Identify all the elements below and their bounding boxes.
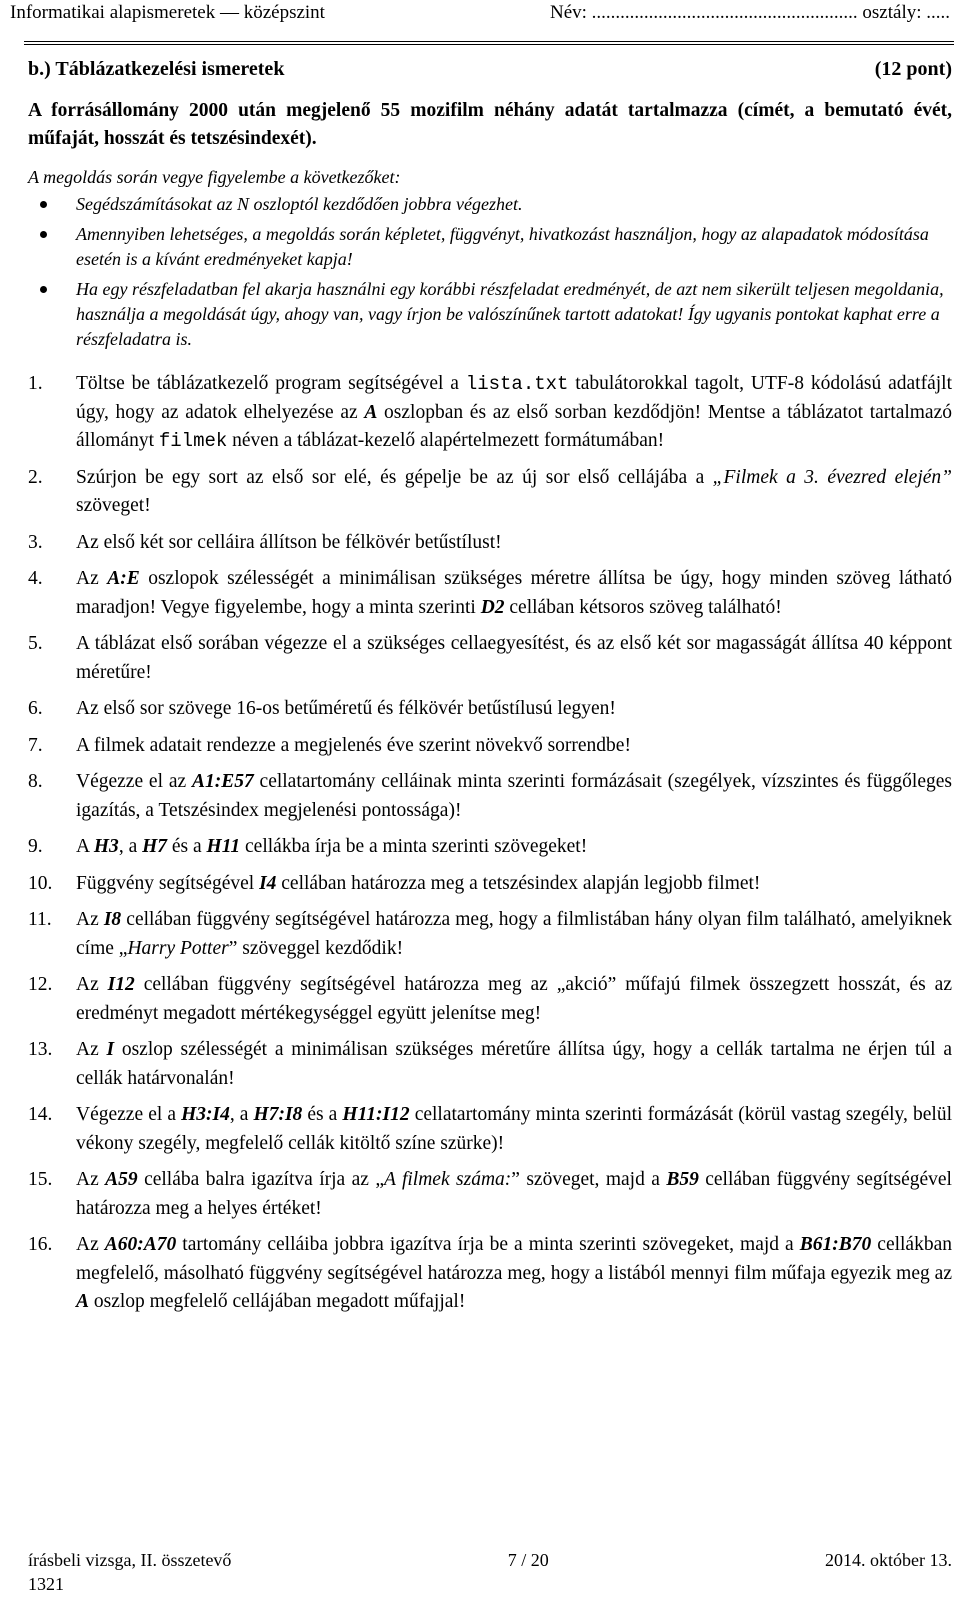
task-text: A táblázat első sorában végezze el a szükséges cellaegyesítést, és az első két sor magasságát állítsa 40 képpont méretűre! xyxy=(76,633,952,683)
task-text: oszlop megfelelő cellájában megadott műfajjal! xyxy=(89,1291,466,1312)
task-text: oszlopok szélességét a minimálisan szükséges méretre állítsa be úgy, hogy minden szöveg látható maradjon! Vegye figyelembe, hogy a minta szerinti xyxy=(76,568,952,618)
task-text: cellatartomány celláinak minta szerinti formázásait (szegélyek, vízszintes és függőleges igazítás, a Tetszésindex megjelenési pontossága)! xyxy=(76,771,952,821)
page-footer xyxy=(28,1550,952,1571)
footer-code: 1321 xyxy=(28,1574,64,1594)
task-text: cellában függvény segítségével határozza meg, hogy a filmlistában hány olyan film található, amelyiknek címe „ xyxy=(76,909,952,959)
header-name-class: Név: ........................................................ osztály: ..... xyxy=(549,2,950,23)
task-number: 16. xyxy=(28,1234,53,1255)
task-text: cellába balra igazítva írja az „ xyxy=(137,1169,384,1190)
task-11 xyxy=(28,906,952,963)
notes-list xyxy=(28,192,952,357)
task-9 xyxy=(28,833,952,862)
page-header xyxy=(10,2,950,30)
header-subject: Informatikai alapismeretek — középszint xyxy=(10,2,325,23)
task-text: cellákba írja be a minta szerinti szövegeket! xyxy=(240,836,588,857)
cell-ref: I12 xyxy=(107,974,135,995)
task-12 xyxy=(28,971,952,1028)
task-10 xyxy=(28,870,952,899)
task-text: Szúrjon be egy sort az első sor elé, és gépelje be az új sor első cellájába a xyxy=(76,466,713,488)
quoted-text: „Filmek a 3. évezred elején” xyxy=(712,466,952,488)
task-text: Az első két sor celláira állítson be félkövér betűstílust! xyxy=(76,531,502,553)
cell-ref: A59 xyxy=(105,1169,138,1190)
task-text: cellákban megfelelő, másolható függvény segítségével határozza meg, hogy a listából mennyi film műfaja egyezik meg az xyxy=(76,1234,952,1284)
task-number: 3. xyxy=(28,531,43,553)
task-text: cellában határozza meg a tetszésindex alapján legjobb filmet! xyxy=(276,872,761,894)
task-number: 2. xyxy=(28,466,43,488)
task-2 xyxy=(28,464,952,521)
task-text: és a xyxy=(302,1104,343,1125)
task-4 xyxy=(28,565,952,622)
cell-ref: I8 xyxy=(103,909,122,930)
task-text: cellában kétsoros szöveg található! xyxy=(504,596,782,618)
task-text: Függvény segítségével xyxy=(76,872,260,894)
task-8 xyxy=(28,768,952,825)
range-ref: A1:E57 xyxy=(191,771,254,792)
column-ref: A xyxy=(76,1291,90,1312)
task-6 xyxy=(28,695,952,724)
cell-ref: D2 xyxy=(480,596,505,618)
task-text: Az xyxy=(76,1039,107,1060)
task-text: , a xyxy=(118,836,143,857)
note-item: Amennyiben lehetséges, a megoldás során képletet, függvényt, hivatkozást használjon, hogy az alapadatok módosítása esetén is a kívánt eredményeket kapja! xyxy=(28,222,952,272)
quoted-text: Harry Potter xyxy=(127,937,229,959)
range-ref: H3:I4 xyxy=(181,1104,230,1125)
footer-date: 2014. október 13. xyxy=(825,1550,952,1570)
note-item: Segédszámításokat az N oszloptól kezdődően jobbra végezhet. xyxy=(28,192,952,217)
task-text: cellában függvény segítségével határozza meg a helyes értéket! xyxy=(76,1169,952,1219)
task-number: 8. xyxy=(28,771,43,792)
range-ref: A:E xyxy=(107,568,140,589)
header-divider-thin xyxy=(24,44,954,45)
range-ref: A60:A70 xyxy=(104,1234,177,1255)
task-text: Végezze el a xyxy=(76,1104,182,1125)
task-text: oszlop szélességét a minimálisan szükséges méretűre állítsa úgy, hogy a cellák tartalma ne érjen túl a cellák határvonalán! xyxy=(76,1039,952,1089)
range-ref: B61:B70 xyxy=(799,1234,872,1255)
cell-ref: H3 xyxy=(93,836,119,857)
cell-ref: B59 xyxy=(666,1169,699,1190)
task-number: 10. xyxy=(28,872,53,894)
section-points: (12 pont) xyxy=(874,58,952,80)
task-text: Végezze el az xyxy=(76,771,192,792)
task-text: tartomány celláiba jobbra igazítva írja be a minta szerinti szövegeket, majd a xyxy=(176,1234,800,1255)
task-3 xyxy=(28,529,952,558)
note-item: Ha egy részfeladatban fel akarja használni egy korábbi részfeladat eredményét, de azt nem sikerült teljesen megoldania, használja a megoldását úgy, ahogy van, vagy írjon be valószínűnek tartott adatokat! Így ugyanis pontokat kaphat erre a részfeladatra is. xyxy=(28,277,952,352)
task-text: néven a táblázat-kezelő alapértelmezett formátumában! xyxy=(227,430,665,451)
task-number: 9. xyxy=(28,836,43,857)
cell-ref: H7 xyxy=(142,836,168,857)
task-text: Az xyxy=(76,1234,105,1255)
task-number: 4. xyxy=(28,568,43,589)
task-text: Az xyxy=(76,974,108,995)
task-text: Az xyxy=(76,909,104,930)
task-number: 5. xyxy=(28,633,43,654)
task-text: tabulátorokkal tagolt, UTF-8 kódolású adatfájlt úgy, hogy az adatok elhelyezése az xyxy=(76,373,952,423)
footer-page-number: 7 / 20 xyxy=(507,1550,549,1570)
task-text: A filmek adatait rendezze a megjelenés éve szerint növekvő sorrendbe! xyxy=(76,734,631,756)
task-text: és a xyxy=(167,836,207,857)
quoted-text: A filmek száma: xyxy=(383,1169,512,1190)
task-1 xyxy=(28,370,952,456)
column-ref: I xyxy=(106,1039,115,1060)
task-number: 12. xyxy=(28,974,53,995)
task-number: 14. xyxy=(28,1104,53,1125)
task-text: szöveget! xyxy=(76,495,151,516)
task-text: A xyxy=(76,836,94,857)
section-heading xyxy=(28,58,952,81)
filename-filmek: filmek xyxy=(158,430,228,452)
task-text: ” szöveget, majd a xyxy=(511,1169,667,1190)
task-5 xyxy=(28,630,952,687)
task-text: Az xyxy=(76,568,108,589)
header-divider xyxy=(24,41,954,42)
task-number: 11. xyxy=(28,909,52,930)
section-title: b.) Táblázatkezelési ismeretek xyxy=(28,58,285,80)
task-number: 1. xyxy=(28,373,43,394)
range-ref: H11:I12 xyxy=(342,1104,410,1125)
task-13 xyxy=(28,1036,952,1093)
task-7 xyxy=(28,732,952,761)
footer-exam: írásbeli vizsga, II. összetevő xyxy=(28,1550,232,1570)
task-number: 7. xyxy=(28,734,43,756)
range-ref: H7:I8 xyxy=(253,1104,303,1125)
task-number: 13. xyxy=(28,1039,53,1060)
task-list xyxy=(28,370,952,1317)
notes-lead: A megoldás során vegye figyelembe a következőket: xyxy=(28,167,401,187)
cell-ref: H11 xyxy=(206,836,241,857)
task-text: Töltse be táblázatkezelő program segítségével a xyxy=(76,373,466,394)
column-ref: A xyxy=(364,401,378,423)
task-text: ” szöveggel kezdődik! xyxy=(228,937,404,959)
task-number: 15. xyxy=(28,1169,53,1190)
task-14 xyxy=(28,1101,952,1158)
task-number: 6. xyxy=(28,698,43,719)
task-text: Az első sor szövege 16-os betűméretű és félkövér betűstílusú legyen! xyxy=(76,698,616,719)
task-text: cellatartomány minta szerinti formázását (körül vastag szegély, belül vékony szegély, megfelelő cellák kitöltő színe szürke)! xyxy=(76,1104,952,1154)
task-text: cellában függvény segítségével határozza meg az „akció” műfajú filmek összegzett hosszát, és az eredményt megadott mértékegységgel együtt jelenítse meg! xyxy=(76,974,952,1024)
filename-lista: lista.txt xyxy=(465,373,569,395)
task-16 xyxy=(28,1231,952,1317)
task-text: Az xyxy=(76,1169,106,1190)
task-text: , a xyxy=(229,1104,254,1125)
intro-paragraph: A forrásállomány 2000 után megjelenő 55 mozifilm néhány adatát tartalmazza (címét, a bemutató évét, műfaját, hosszát és tetszésindexét). xyxy=(28,100,952,149)
task-15 xyxy=(28,1166,952,1223)
cell-ref: I4 xyxy=(259,872,277,894)
task-text: oszlopban és az első sorban kezdődjön! Mentse a táblázatot tartalmazó állományt xyxy=(76,401,952,451)
